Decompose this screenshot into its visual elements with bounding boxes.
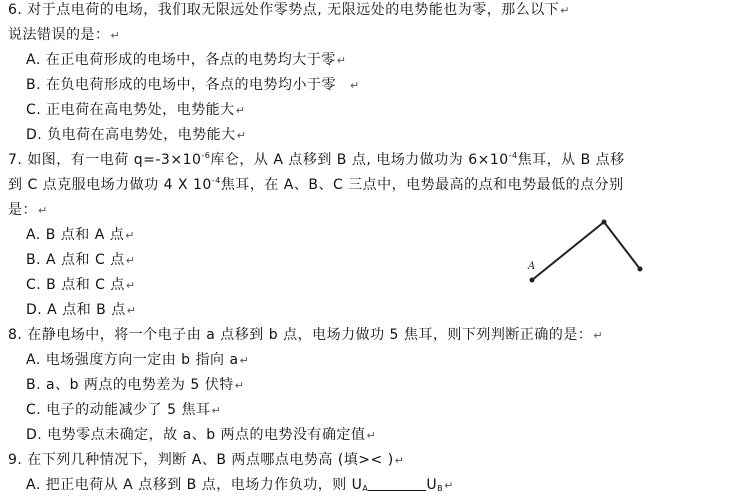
q6-option-a: A. 在正电荷形成的电场中，各点的电势均大于零↵	[26, 52, 347, 68]
paragraph-mark-icon: ↵	[350, 79, 360, 92]
q7-stem-line1: 7. 如图，有一电荷 $q=-3\times 10^{-6}$库仑，从 A 点移到 B 点, 电场力做功为 $6\times 10^{-4}$焦耳，从 B 点移	[8, 151, 625, 168]
paragraph-mark-icon: ↵	[560, 4, 570, 17]
paragraph-mark-icon: ↵	[444, 479, 454, 492]
q6-stem-line2: 说法错误的是：↵	[8, 27, 121, 43]
q6-option-c: C. 正电荷在高电势处，电势能大↵	[26, 102, 246, 118]
q6-stem-line1: 6. 对于点电荷的电场，我们取无限远处作零势点, 无限远处的电势能也为零，那么以下↵	[8, 2, 570, 18]
paragraph-mark-icon: ↵	[125, 279, 136, 292]
paragraph-mark-icon: ↵	[38, 204, 48, 217]
q6-option-b: B. 在负电荷形成的电场中，各点的电势均小于零 ↵	[26, 77, 360, 93]
q7-option-b: B. A 点和 C 点↵	[26, 252, 136, 268]
q7-option-d: D. A 点和 B 点↵	[26, 302, 137, 318]
paragraph-mark-icon: ↵	[236, 129, 247, 142]
q9-answer-blank[interactable]	[368, 477, 426, 491]
q8-option-d: D. 电势零点未确定，故 a、b 两点的电势没有确定值↵	[26, 427, 377, 443]
q8-option-a: A. 电场强度方向一定由 b 指向 a↵	[26, 352, 250, 368]
paragraph-mark-icon: ↵	[126, 304, 137, 317]
figure-segment-bc	[604, 222, 640, 269]
q7-stem-line2: 到 C 点克服电场力做功 4 X $10^{-4}$焦耳，在 A、B、C 三点中，电势最高的点和电势最低的点分别	[8, 176, 624, 193]
figure-segment-ab	[532, 222, 604, 280]
q7-option-a: A. B 点和 A 点↵	[26, 227, 135, 243]
paragraph-mark-icon: ↵	[110, 29, 121, 42]
paragraph-mark-icon: ↵	[235, 104, 246, 117]
q8-option-c: C. 电子的动能减少了 5 焦耳↵	[26, 402, 222, 418]
paragraph-mark-icon: ↵	[366, 429, 377, 442]
paragraph-mark-icon: ↵	[234, 379, 245, 392]
figure-point-b	[602, 220, 607, 225]
paragraph-mark-icon: ↵	[211, 404, 222, 417]
q9-stem: 9. 在下列几种情况下，判断 A、B 两点哪点电势高 (填>< )↵	[8, 452, 405, 468]
paragraph-mark-icon: ↵	[593, 329, 604, 342]
figure-point-c	[638, 267, 643, 272]
figure-point-a	[530, 278, 535, 283]
paragraph-mark-icon: ↵	[239, 354, 250, 367]
figure-label-a: A	[528, 261, 536, 272]
q6-option-d: D. 负电荷在高电势处，电势能大↵	[26, 127, 247, 143]
q7-stem-line3: 是：↵	[8, 202, 48, 218]
q7-figure	[520, 210, 650, 290]
q9-option-a: A. 把正电荷从 A 点移到 B 点，电场力作负功，则 $U_A$ $U_B↵$	[26, 477, 454, 493]
q7-option-c: C. B 点和 C 点↵	[26, 277, 136, 293]
q8-stem: 8. 在静电场中，将一个电子由 a 点移到 b 点，电场力做功 5 焦耳，则下列判断正确的是：↵	[8, 327, 604, 343]
q8-option-b: B. a、b 两点的电势差为 5 伏特↵	[26, 377, 245, 393]
paragraph-mark-icon: ↵	[125, 254, 136, 267]
paragraph-mark-icon: ↵	[336, 54, 347, 67]
paragraph-mark-icon: ↵	[394, 454, 405, 467]
paragraph-mark-icon: ↵	[125, 229, 135, 242]
